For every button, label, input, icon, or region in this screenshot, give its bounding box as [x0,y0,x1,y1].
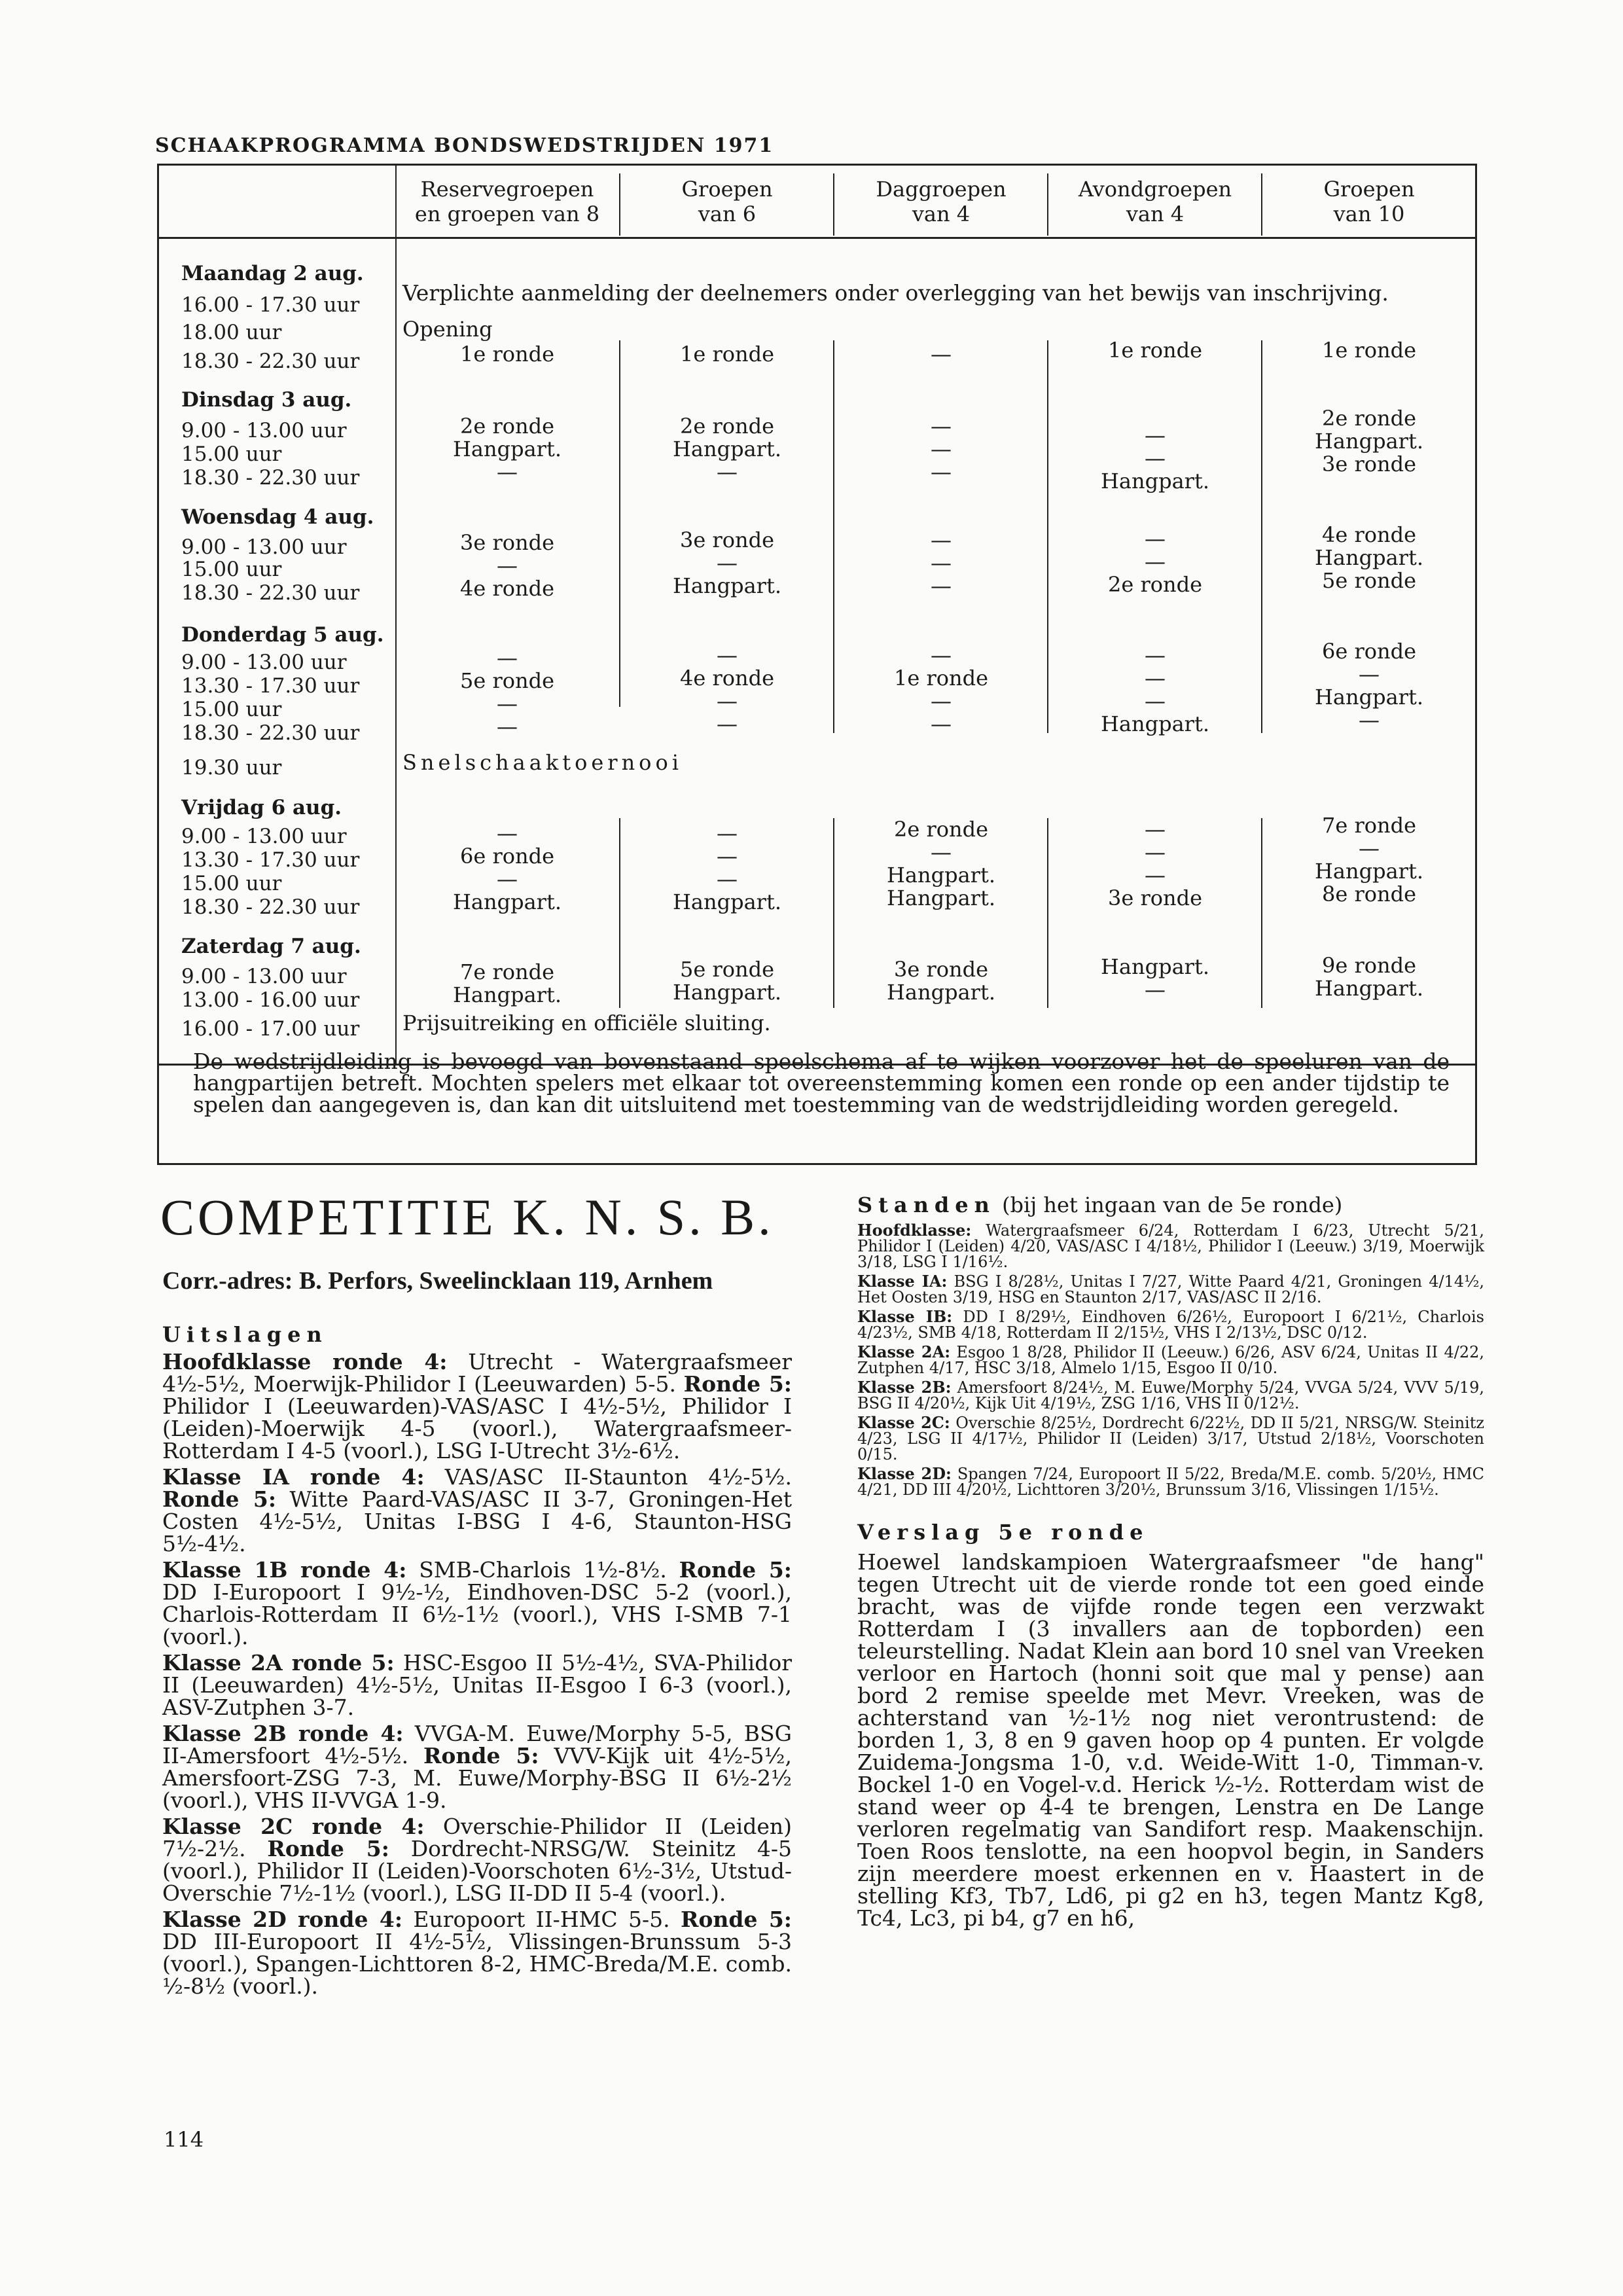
time-slot: 18.30 - 22.30 uur [181,466,360,490]
cell: 5e ronde Hangpart. [673,957,781,1005]
column-divider [395,164,397,1064]
body-divider [833,818,834,1008]
standings-subheading: (bij het ingaan van de 5e ronde) [1002,1193,1343,1217]
standing-entry: Klasse IA: BSG I 8/28½, Unitas I 7/27, Witte Paard 4/21, Groningen 4/14½, Het Oosten 3/19, HSG en Staunton 2/17, VAS/ASC II 2/16. [857,1272,1484,1306]
day-label: Vrijdag 6 aug. [181,796,342,819]
head-divider [619,173,620,236]
cell: — — 2e ronde [1107,526,1203,597]
report-text: Hoewel landskampioen Watergraafsmeer "de hang" tegen Utrecht uit de vierde ronde tot een goed einde bracht, was de vijfde ronde tegen een verzwakt Rotterdam I (3 invallers aan de topborden) een teleurstelling. Nadat Klein aan bord 10 snel van Vreeken verloor en Hartoch (honni soit que mal y pense) aan bord 2 remise speelde met Mevr. Vreeken, was de achterstand van ½-1½ nog niet verontrustend: de borden 1, 3, 8 en 9 gaven hoop op 4 punten. Er volgde Zuidema-Jongsma 1-0, v.d. Weide-Witt 1-0, Timman-v. Bockel 1-0 en Vogel-v.d. Herick ½-½. Rotterdam wist de stand weer op 4-4 te brengen, Lenstra en De Lange verloren regelmatig van Sandifort resp. Maakenschijn. Toen Roos tenslotte, na een hoopvol begin, in Sanders zijn meerdere moest erkennen en v. Haastert in de stelling Kf3, Tb7, Ld6, pi g2 en h3, tegen Mantz Kg8, Tc4, Lc3, pi b4, g7 en h6, [857,1549,1484,1931]
result-entry: Klasse IA ronde 4: VAS/ASC II-Staunton 4½-5½. Ronde 5: Witte Paard-VAS/ASC II 3-7, Groningen-Het Costen 4½-5½, Unitas I-BSG I 4-6, Staunton-HSG 5½-4½. [162,1464,792,1556]
cell: 3e ronde — Hangpart. [673,528,781,598]
body-divider [619,818,620,1008]
cell: — [931,342,952,367]
time-slot: 15.00 uur [181,872,282,895]
col-head-avondgroepen: Avondgroepen van 4 [1078,177,1232,226]
day-label: Maandag 2 aug. [181,262,364,285]
cell: 3e ronde Hangpart. [887,957,995,1005]
time-slot: 13.30 - 17.30 uur [181,674,360,698]
standings-heading-line [857,1193,1484,1217]
time-slot: 13.30 - 17.30 uur [181,848,360,872]
time-slot: 15.00 uur [181,442,282,466]
cell: — 1e ronde — — [893,643,989,736]
head-divider [833,173,834,236]
time-slot: 9.00 - 13.00 uur [181,825,347,848]
time-slot: 16.00 - 17.30 uur [181,293,360,317]
body-divider [833,340,834,733]
cell: — 6e ronde — Hangpart. [453,821,562,914]
body-divider [1047,818,1048,1008]
time-slot: 15.00 uur [181,698,282,721]
result-entry: Klasse 2B ronde 4: VVGA-M. Euwe/Morphy 5-5, BSG II-Amersfoort 4½-5½. Ronde 5: VVV-Kijk uit 4½-5½, Amersfoort-ZSG 7-3, M. Euwe/Morphy-BSG II 6½-2½ (voorl.), VHS II-VVGA 1-9. [162,1721,792,1813]
cell: — 5e ronde — — [459,645,555,739]
correspondence-address: Corr.-adres: B. Perfors, Sweelincklaan 119, Arnhem [162,1267,713,1295]
cell: 9e ronde Hangpart. [1315,953,1423,1001]
standing-entry: Hoofdklasse: Watergraafsmeer 6/24, Rotterdam I 6/23, Utrecht 5/21, Philidor I (Leiden) 4/20, VAS/ASC I 4/18½, Philidor I (Leeuw.) 3/19, Moerwijk 3/18, LSG I 1/16½. [857,1221,1484,1271]
cell: — — — [931,414,952,484]
result-entry: Klasse 2C ronde 4: Overschie-Philidor II (Leiden) 7½-2½. Ronde 5: Dordrecht-NRSG/W. Steinitz 4-5 (voorl.), Philidor II (Leiden)-Voorschoten 6½-3½, Utstud-Overschie 7½-1½ (voorl.), LSG II-DD II 5-4 (voorl.). [162,1814,793,1906]
time-slot: 18.30 - 22.30 uur [181,721,360,745]
cell: — — — Hangpart. [1101,643,1209,736]
time-slot: 15.00 uur [181,558,282,581]
head-divider [1047,173,1048,236]
table-header-rule [157,237,1477,239]
cell: 2e ronde Hangpart. — [453,414,562,484]
page-number: 114 [164,2127,204,2152]
results-column [162,1323,792,2001]
time-slot: 18.00 uur [181,321,282,344]
blitz-tournament-label: Snelschaaktoernooi [402,750,683,775]
time-slot: 16.00 - 17.00 uur [181,1017,360,1041]
col-head-groepen-10: Groepen van 10 [1323,177,1415,226]
cell: — — Hangpart. [1101,423,1209,493]
cell: 7e ronde Hangpart. [453,960,562,1007]
standing-entry: Klasse 2D: Spangen 7/24, Europoort II 5/22, Breda/M.E. comb. 5/20½, HMC 4/21, DD III 4/20½, Lichttoren 3/20½, Brunssum 3/16, Vlissingen 1/15½. [857,1464,1485,1499]
result-entry: Klasse 2A ronde 5: HSC-Esgoo II 5½-4½, SVA-Philidor II (Leeuwarden) 4½-5½, Unitas II-Esgoo I 6-3 (voorl.), ASV-Zutphen 3-7. [162,1650,792,1720]
body-divider [619,340,620,707]
cell: 7e ronde — Hangpart. 8e ronde [1315,813,1423,906]
time-slot: 9.00 - 13.00 uur [181,651,347,674]
standings-heading: Standen [857,1193,995,1217]
body-divider [1047,340,1048,733]
cell: 2e ronde Hangpart. — [673,414,781,484]
col-head-groepen-6: Groepen van 6 [681,177,773,226]
cell: Hangpart. — [1101,954,1209,1002]
time-slot: 19.30 uur [181,756,282,780]
result-entry: Klasse 1B ronde 4: SMB-Charlois 1½-8½. Ronde 5: DD I-Europoort I 9½-½, Eindhoven-DSC 5-2 (voorl.), Charlois-Rotterdam II 6½-1½ (voorl.), VHS I-SMB 7-1 (voorl.). [162,1557,792,1649]
standings-column [857,1193,1484,1929]
time-slot: 18.30 - 22.30 uur [181,895,360,919]
closing-label: Prijsuitreiking en officiële sluiting. [402,1011,771,1035]
col-head-daggroepen: Daggroepen van 4 [876,177,1007,226]
body-divider [1261,818,1262,1008]
day-label: Donderdag 5 aug. [181,623,384,647]
standings-list [857,1223,1484,1498]
page-header-title: SCHAAKPROGRAMMA BONDSWEDSTRIJDEN 1971 [155,134,774,157]
day-label: Dinsdag 3 aug. [181,388,352,412]
time-slot: 18.30 - 22.30 uur [181,350,360,373]
opening-label: Opening [402,317,493,342]
cell: — — — Hangpart. [673,821,781,914]
time-slot: 9.00 - 13.00 uur [181,965,347,988]
cell: — — — [931,528,952,598]
cell: 1e ronde [459,342,555,367]
standing-entry: Klasse 2B: Amersfoort 8/24½, M. Euwe/Morphy 5/24, VVGA 5/24, VVV 5/19, BSG II 4/20½, Kijk Uit 4/19½, ZSG 1/16, VHS II 0/12½. [857,1378,1484,1412]
cell: 1e ronde [1321,338,1417,363]
time-slot: 9.00 - 13.00 uur [181,535,347,559]
cell: — 4e ronde — — [679,643,775,736]
body-divider [1261,340,1262,733]
day-label: Woensdag 4 aug. [181,505,374,529]
report-heading: Verslag 5e ronde [857,1520,1149,1545]
schedule-note: De wedstrijdleiding is bevoegd van bovenstaand speelschema af te wijken voorzover het de speeluren van de hangpartijen betreft. Mochten spelers met elkaar tot overeenstemming komen een ronde op een ander tijdstip te spelen dan aangegeven is, dan kan dit uitsluitend met toestemming van de wedstrijdleiding worden geregeld. [193,1049,1450,1117]
time-slot: 9.00 - 13.00 uur [181,419,347,442]
day-label: Zaterdag 7 aug. [181,935,361,958]
cell: — — — 3e ronde [1107,817,1203,910]
head-divider [1261,173,1262,236]
cell: 2e ronde Hangpart. 3e ronde [1315,406,1423,476]
cell: 6e ronde — Hangpart. — [1315,639,1423,732]
standing-entry: Klasse 2A: Esgoo 1 8/28, Philidor II (Leeuw.) 6/26, ASV 6/24, Unitas II 4/22, Zutphen 4/17, HSC 3/18, Almelo 1/15, Esgoo II 0/10. [857,1342,1484,1377]
cell: 2e ronde — Hangpart. Hangpart. [887,817,995,910]
competition-title: COMPETITIE K. N. S. B. [160,1189,774,1246]
standing-entry: Klasse IB: DD I 8/29½, Eindhoven 6/26½, Europoort I 6/21½, Charlois 4/23½, SMB 4/18, Rotterdam II 2/15½, VHS I 2/13½, DSC 0/12. [857,1307,1485,1342]
cell: 1e ronde [679,342,775,367]
time-slot: 13.00 - 16.00 uur [181,988,360,1012]
results-heading: Uitslagen [162,1322,328,1347]
registration-note: Verplichte aanmelding der deelnemers onder overlegging van het bewijs van inschrijving. [402,280,1389,306]
standing-entry: Klasse 2C: Overschie 8/25½, Dordrecht 6/22½, DD II 5/21, NRSG/W. Steinitz 4/23, LSG II 4/17½, Philidor II (Leiden) 3/17, Utstud 2/18½, Voorschoten 0/15. [857,1413,1484,1463]
cell: 1e ronde [1107,338,1203,363]
time-slot: 18.30 - 22.30 uur [181,581,360,605]
cell: 3e ronde — 4e ronde [459,530,555,601]
col-head-reserve: Reservegroepen en groepen van 8 [414,177,600,226]
cell: 4e ronde Hangpart. 5e ronde [1315,522,1423,593]
result-entry: Hoofdklasse ronde 4: Utrecht - Watergraafsmeer 4½-5½, Moerwijk-Philidor I (Leeuwarden) 5-5. Ronde 5: Philidor I (Leeuwarden)-VAS/ASC I 4½-5½, Philidor I (Leiden)-Moerwijk 4-5 (voorl.), Watergraafsmeer-Rotterdam I 4-5 (voorl.), LSG I-Utrecht 3½-6½. [162,1349,792,1463]
result-entry: Klasse 2D ronde 4: Europoort II-HMC 5-5. Ronde 5: DD III-Europoort II 4½-5½, Vlissingen-Brunssum 5-3 (voorl.), Spangen-Lichttoren 8-2, HMC-Breda/M.E. comb. ½-8½ (voorl.). [162,1907,792,1999]
